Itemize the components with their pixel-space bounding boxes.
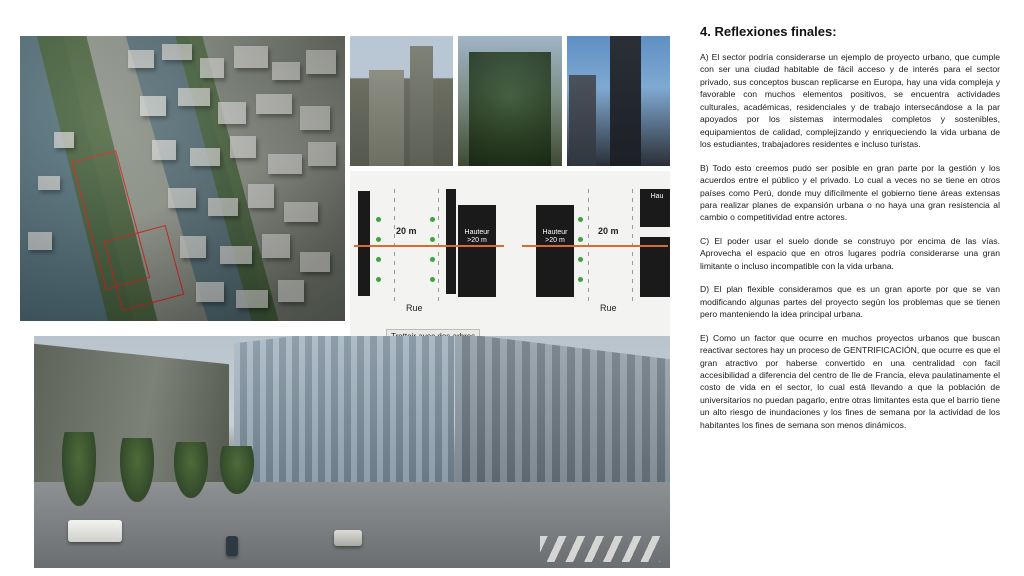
tower-height-label-far-right: Hau — [650, 193, 664, 200]
street-label-left: Rue — [406, 303, 423, 313]
building-construction-photo — [350, 36, 453, 166]
building-block-left-1 — [358, 191, 370, 296]
street-tree-1 — [62, 432, 96, 506]
paragraph-c: C) El poder usar el suelo donde se construyo por encima de las vías. Aprovecha el espacio que en otros lugares podría considerarse una gran limitante o incluso incompatible con la vida urbana. — [700, 235, 1000, 271]
tower-height-label-left: Hauteur >20 m — [464, 229, 490, 245]
street-view-photo — [34, 336, 670, 568]
paragraph-b: B) Todo esto creemos pudo ser posible en gran parte por la gestión y los acuerdos entre el público y el privado. Lo cual a veces no se tiene en otros países como Perú, donde muy difícilmente el gobierno tiene áreas extensas para realizar planes de expansión urbana o no haya una gran resistencia al cambio o competitividad entre actores. — [700, 162, 1000, 223]
crosswalk-markings — [540, 536, 660, 562]
tower-sky-photo — [567, 36, 670, 166]
street-tree-3 — [174, 442, 208, 498]
photo-thumbnail-row — [350, 36, 670, 166]
park-trees-photo — [458, 36, 561, 166]
paragraph-e: E) Como un factor que ocurre en muchos proyectos urbanos que buscan reactivar sectores hay un proceso de GENTRIFICACIÓN, que ocurre es que el gran atractivo por haberse convertido en una centralidad con facil accesibilidad a diferencia del centro de Ile de Francia, eleva paulatinamente el costo de vida en el sector, lo cual está llevando a que la población de universitarios no puedan pagarlo, entre otras limitantes esta que el barrio tiene un alto riesgo de inundaciones y los fines de semana por la actividad de los habitantes los fines de semana son menos dinámicos. — [700, 332, 1000, 430]
building-block-left-2 — [446, 189, 456, 294]
text-column — [700, 24, 1000, 442]
level-line-right — [522, 245, 668, 247]
aerial-vignette — [20, 36, 345, 321]
paragraph-a: A) El sector podría considerarse un ejemplo de proyecto urbano, que cumple con ser una ciudad habitable de fácil acceso y de interés para el sector privado, sus conceptos buscan replicarse en Europa, hay una vida compleja y favorable con muchos elementos positivos, se encuentra actividades culturales, académicas, residenciales y de trabajo intersecándose a la par apoyados por los sistemas intermodales completos y sostenibles, equipamientos de calidad, complejizando y enriqueciendo la vida urbana de los estudiantes, trabajadores residentes e incluso turistas. — [700, 52, 1000, 150]
tower-block-left — [458, 205, 496, 297]
width-label-right: 20 m — [598, 226, 619, 236]
tower-height-label-right: Hauteur >20 m — [542, 229, 568, 245]
aerial-map-photo — [20, 36, 345, 321]
level-line-left — [354, 245, 504, 247]
tower-block-right — [536, 205, 574, 297]
street-label-right: Rue — [600, 303, 617, 313]
parked-car-white — [68, 520, 122, 542]
car-far — [334, 530, 362, 546]
width-label-left: 20 m — [396, 226, 417, 236]
paragraph-d: D) El plan flexible consideramos que es un gran aporte por que se van modificando algunas partes del proyecto según los problemas que se tienen pero manteniendo la idea principal urbana. — [700, 284, 1000, 320]
image-column — [20, 36, 670, 566]
cyclist — [226, 536, 238, 556]
street-tree-4 — [220, 446, 254, 494]
street-tree-2 — [120, 438, 154, 502]
page-title: 4. Reflexiones finales: — [700, 24, 837, 39]
